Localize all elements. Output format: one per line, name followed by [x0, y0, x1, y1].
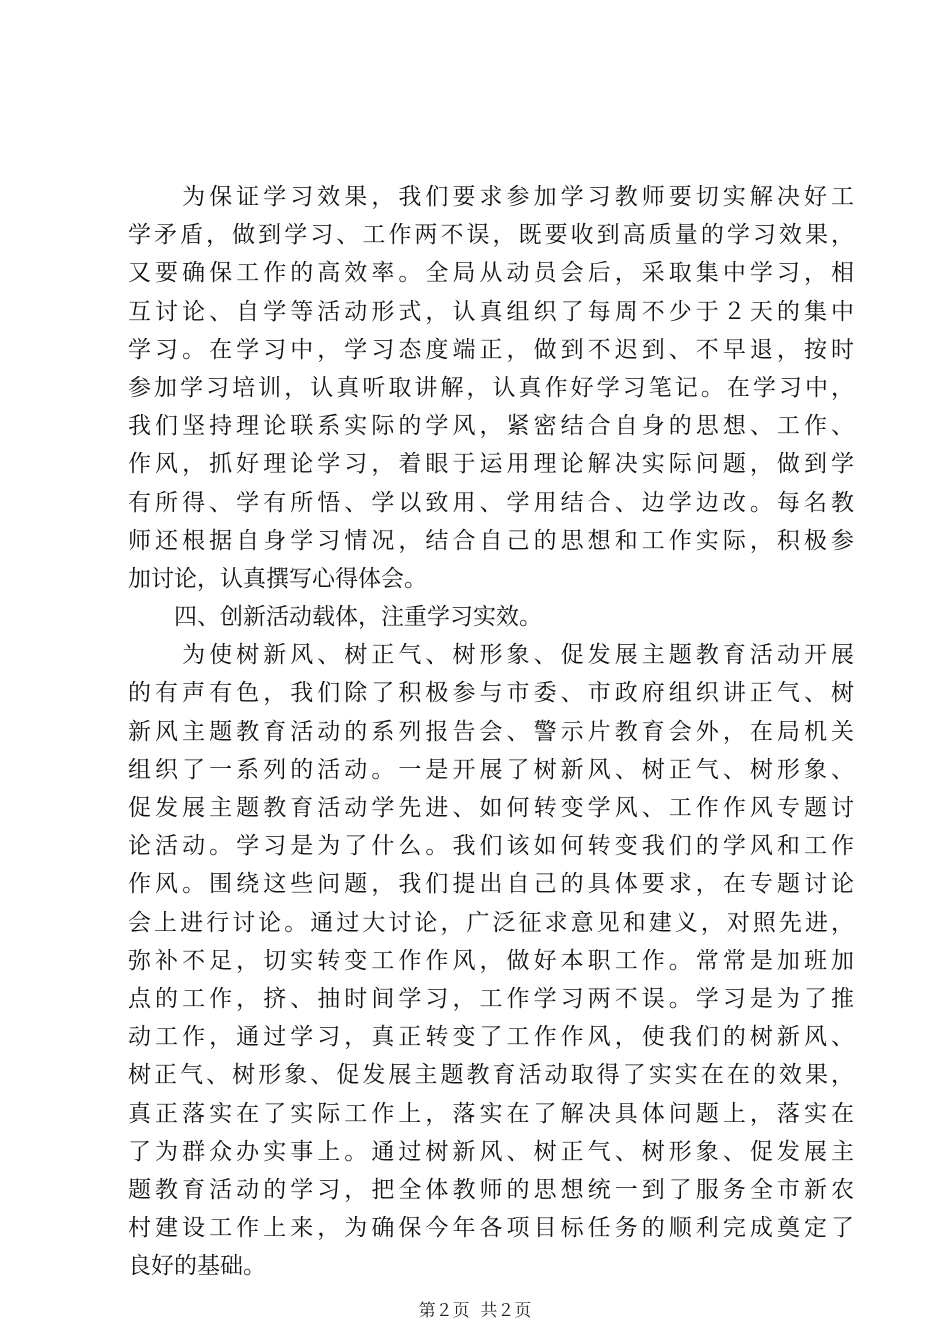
text-line: 真正落实在了实际工作上，落实在了解决具体问题上，落实在 — [128, 1100, 854, 1127]
text-line: 作风。围绕这些问题，我们提出自己的具体要求，在专题讨论 — [128, 871, 854, 898]
text-line: 我们坚持理论联系实际的学风，紧密结合自身的思想、工作、 — [128, 413, 854, 440]
text-line: 参加学习培训，认真听取讲解，认真作好学习笔记。在学习中， — [128, 374, 854, 401]
text-line: 互讨论、自学等活动形式，认真组织了每周不少于２天的集中 — [128, 298, 854, 325]
text-line: 组织了一系列的活动。一是开展了树新风、树正气、树形象、 — [128, 756, 854, 783]
text-line: 会上进行讨论。通过大讨论，广泛征求意见和建义，对照先进， — [128, 909, 854, 936]
section-heading: 四、创新活动载体，注重学习实效。 — [128, 604, 542, 631]
page-number: 第２页 — [418, 1301, 470, 1321]
text-line: 学习。在学习中，学习态度端正，做到不迟到、不早退，按时 — [128, 336, 854, 363]
text-line: 弥补不足，切实转变工作作风，做好本职工作。常常是加班加 — [128, 947, 854, 974]
text-line: 作风，抓好理论学习，着眼于运用理论解决实际问题，做到学 — [128, 451, 854, 478]
text-line: 论活动。学习是为了什么。我们该如何转变我们的学风和工作 — [128, 833, 854, 860]
page-total: 共２页 — [480, 1301, 532, 1321]
page-footer — [0, 1300, 950, 1322]
text-line: 点的工作，挤、抽时间学习，工作学习两不误。学习是为了推 — [128, 985, 854, 1012]
text-line: 加讨论，认真撰写心得体会。 — [128, 565, 427, 592]
text-line: 树正气、树形象、促发展主题教育活动取得了实实在在的效果， — [128, 1062, 854, 1089]
text-line: 了为群众办实事上。通过树新风、树正气、树形象、促发展主 — [128, 1138, 854, 1165]
text-line: 为保证学习效果，我们要求参加学习教师要切实解决好工 — [128, 184, 854, 210]
text-line: 为使树新风、树正气、树形象、促发展主题教育活动开展 — [128, 642, 854, 669]
text-line: 的有声有色，我们除了积极参与市委、市政府组织讲正气、树 — [128, 680, 854, 707]
text-line: 有所得、学有所悟、学以致用、学用结合、边学边改。每名教 — [128, 489, 854, 516]
text-line: 题教育活动的学习，把全体教师的思想统一到了服务全市新农 — [128, 1176, 854, 1203]
document-body — [128, 178, 854, 1285]
text-line: 动工作，通过学习，真正转变了工作作风，使我们的树新风、 — [128, 1024, 854, 1051]
text-line: 新风主题教育活动的系列报告会、警示片教育会外，在局机关 — [128, 718, 854, 745]
text-line: 促发展主题教育活动学先进、如何转变学风、工作作风专题讨 — [128, 795, 854, 821]
text-line: 学矛盾，做到学习、工作两不误，既要收到高质量的学习效果， — [128, 222, 854, 249]
text-line: 师还根据自身学习情况，结合自己的思想和工作实际，积极参 — [128, 527, 854, 554]
text-line: 良好的基础。 — [128, 1253, 266, 1280]
text-line: 村建设工作上来，为确保今年各项目标任务的顺利完成奠定了 — [128, 1215, 854, 1242]
text-line: 又要确保工作的高效率。全局从动员会后，采取集中学习，相 — [128, 260, 854, 287]
